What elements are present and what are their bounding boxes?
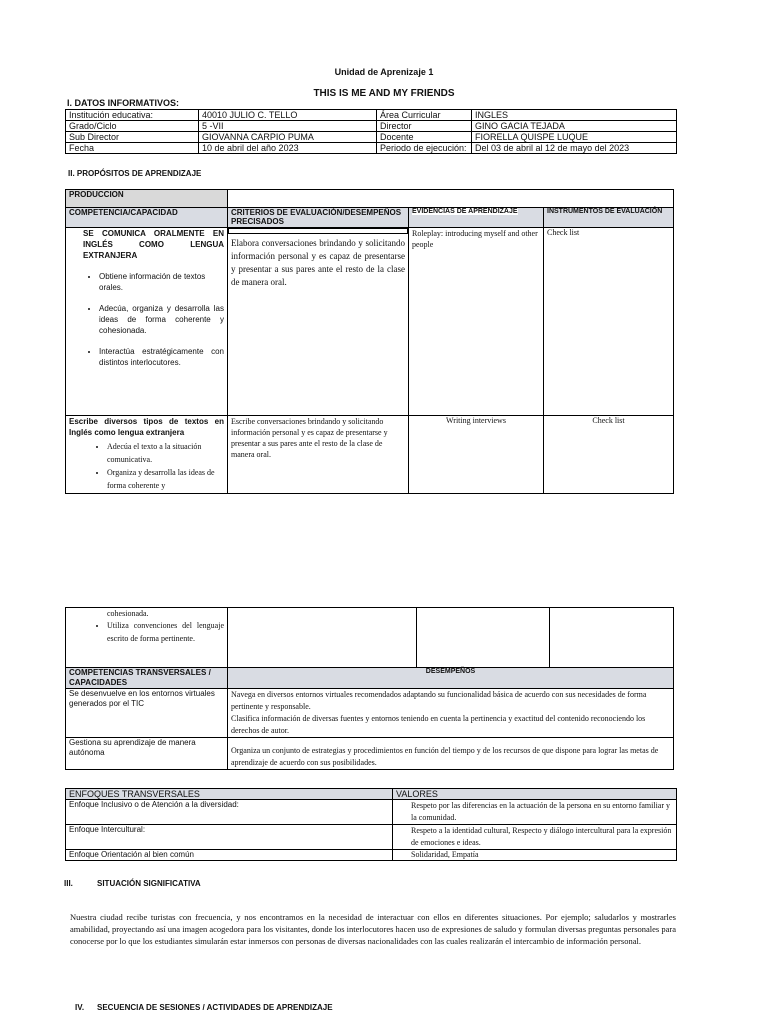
enfoques-header-right: VALORES	[393, 789, 677, 800]
field-value: 5 -VII	[199, 121, 377, 132]
evidencia-1-text: Roleplay: introducing myself and other people	[412, 229, 538, 249]
instrumento-1-text: Check list	[547, 228, 580, 237]
header-instrumentos: INSTRUMENTOS DE EVALUACIÓN	[544, 208, 674, 228]
competencia-1-cell	[66, 228, 228, 416]
competencia-2-title: Escribe diversos tipos de textos en Inglés como lengua extranjera	[69, 417, 224, 437]
list-item: • Organiza y desarrolla las ideas de forma coherente y	[107, 466, 224, 492]
transversal-2-right: Organiza un conjunto de estrategias y procedimientos en función del tiempo y de los recursos de que dispone para lograr las metas de aprendizaje de acuerdo con sus posibilidades.	[228, 738, 674, 770]
enfoque-1-right: Respeto por las diferencias en la actuación de la persona en su entorno familiar y la comunidad.	[393, 800, 677, 825]
enfoque-1-left: Enfoque Inclusivo o de Atención a la diversidad:	[66, 800, 393, 825]
list-item: • Interactúa estratégicamente con distintos interlocutores.	[99, 346, 224, 368]
section-3-title: SITUACIÓN SIGNIFICATIVA	[97, 879, 201, 888]
field-label: Sub Director	[66, 132, 199, 143]
datos-informativos-table	[65, 109, 677, 154]
transversal-1-right: Navega en diversos entornos virtuales recomendados adaptando su funcionalidad básica de acuerdo con sus necesidades de forma pertinente y responsable. Clasifica información de diversas fuentes y entornos teniendo en cuenta la pertinencia y exactitud del contenido reconociendo los derechos de autor.	[228, 689, 674, 738]
list-item: • Utiliza convenciones del lenguaje escrito de forma pertinente.	[107, 619, 224, 645]
propositos-table	[65, 189, 674, 494]
field-value: GINO GACIA TEJADA	[472, 121, 677, 132]
instrumento-2-cell	[544, 416, 674, 494]
competencia-1-list	[69, 271, 224, 368]
enfoques-header-left: ENFOQUES TRANSVERSALES	[66, 789, 393, 800]
enfoque-2-right: Respeto a la identidad cultural, Respecto y diálogo intercultural para la expresión de emociones e ideas.	[393, 825, 677, 850]
competencia-2-cell	[66, 416, 228, 494]
criterio-1-text: Elabora conversaciones brindando y solicitando información personal y es capaz de presentarse y presentar a sus pares ante el resto de la clase de manera oral.	[231, 238, 405, 287]
propositos-table-continued	[65, 607, 674, 770]
situacion-significativa-text: Nuestra ciudad recibe turistas con frecuencia, y nos encontramos en la necesidad de interactuar con ellos en diferentes situaciones. Por ejemplo; saludarlos y mostrarles amabilidad, proyectando así una imagen acogedora para los visitantes, donde los interlocutores hacen uso de expresiones de saludo y formulan diversas preguntas personales para conocerse por lo que los estudiantes simularán estar inmersos con personas de diversas nacionalidades con las cuales realizarán el intercambio de información personal.	[70, 912, 676, 946]
section-4-title: SECUENCIA DE SESIONES / ACTIVIDADES DE APRENDIZAJE	[97, 1003, 333, 1012]
criterio-1-cell	[228, 228, 409, 416]
field-value: 10 de abril del año 2023	[199, 143, 377, 154]
field-value: GIOVANNA CARPIO PUMA	[199, 132, 377, 143]
datos-row	[66, 110, 677, 121]
field-value: 40010 JULIO C. TELLO	[199, 110, 377, 121]
instrumento-2-text: Check list	[592, 416, 625, 425]
list-item: • Adecúa, organiza y desarrolla las ideas de forma coherente y cohesionada.	[99, 303, 224, 336]
evidencia-2-cell	[409, 416, 544, 494]
criterio-2-cell	[228, 416, 409, 494]
datos-row	[66, 143, 677, 154]
section-1-title: I. DATOS INFORMATIVOS:	[67, 98, 179, 108]
field-label: Fecha	[66, 143, 199, 154]
unit-label: Unidad de Aprenizaje 1	[334, 67, 434, 77]
field-label: Docente	[377, 132, 472, 143]
datos-row	[66, 132, 677, 143]
list-item: • Adecúa el texto a la situación comunicativa.	[107, 440, 224, 466]
produccion-label: PRODUCCION	[66, 190, 228, 208]
field-label: Institución educativa:	[66, 110, 199, 121]
continued-text: cohesionada.	[107, 609, 149, 618]
competencia-1-title: SE COMUNICA ORALMENTE EN INGLÉS COMO LENGUA EXTRANJERA	[83, 229, 224, 260]
transversal-2-left: Gestiona su aprendizaje de manera autónoma	[66, 738, 228, 770]
evidencia-2-text: Writing interviews	[446, 416, 506, 425]
transversales-header-right: DESEMPEÑOS	[228, 668, 674, 689]
competencia-2-continued	[66, 608, 228, 668]
enfoque-3-right: Solidaridad, Empatía	[393, 850, 677, 861]
datos-row	[66, 121, 677, 132]
enfoque-2-left: Enfoque Intercultural:	[66, 825, 393, 850]
field-label: Grado/Ciclo	[66, 121, 199, 132]
field-label: Director	[377, 121, 472, 132]
header-evidencias: EVIDENCIAS DE APRENDIZAJE	[409, 208, 544, 228]
field-value: INGLES	[472, 110, 677, 121]
enfoques-table	[65, 788, 677, 861]
section-3-number: III.	[64, 879, 73, 888]
document-title: THIS IS ME AND MY FRIENDS	[313, 88, 455, 99]
evidencia-1-cell	[409, 228, 544, 416]
field-label: Área Curricular	[377, 110, 472, 121]
instrumento-1-cell	[544, 228, 674, 416]
competencia-2-list	[69, 440, 224, 492]
competencia-2-list-continued	[69, 619, 224, 645]
criterio-2-text: Escribe conversaciones brindando y solicitando información personal y es capaz de presentarse y presentar a sus pares ante el resto de la clase de manera oral.	[231, 417, 388, 459]
field-label: Periodo de ejecución:	[377, 143, 472, 154]
field-value: FIORELLA QUISPE LUQUE	[472, 132, 677, 143]
transversal-1-left: Se desenvuelve en los entornos virtuales generados por el TIC	[66, 689, 228, 738]
field-value: Del 03 de abril al 12 de mayo del 2023	[472, 143, 677, 154]
transversales-header-left: COMPETENCIAS TRANSVERSALES / CAPACIDADES	[66, 668, 228, 689]
enfoque-3-left: Enfoque Orientación al bien común	[66, 850, 393, 861]
header-criterios: CRITERIOS DE EVALUACIÓN/DESEMPEÑOS PRECISADOS	[228, 208, 409, 228]
section-4-number: IV.	[75, 1003, 85, 1012]
section-2-title: II. PROPÓSITOS DE APRENDIZAJE	[68, 169, 202, 178]
list-item: • Obtiene información de textos orales.	[99, 271, 224, 293]
header-competencia: COMPETENCIA/CAPACIDAD	[66, 208, 228, 228]
